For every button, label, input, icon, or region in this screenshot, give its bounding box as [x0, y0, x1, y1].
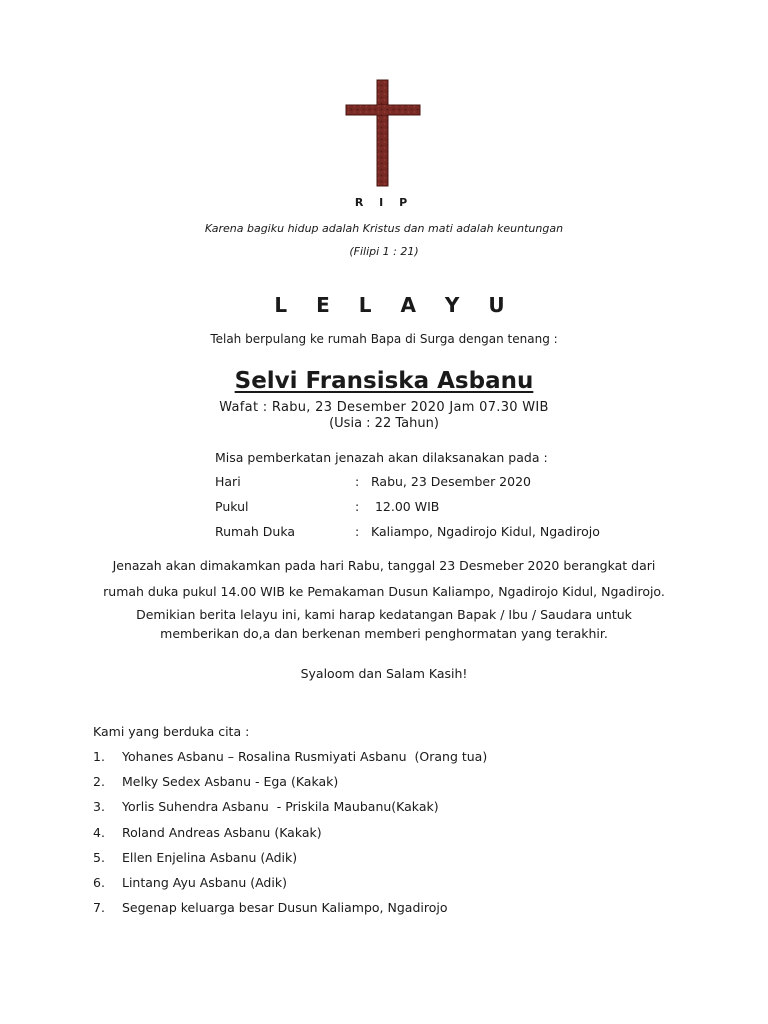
list-item	[93, 799, 439, 824]
list-number: 6.	[93, 874, 105, 890]
list-number: 4.	[93, 824, 105, 840]
list-number: 1.	[93, 749, 105, 764]
burial-paragraph	[60, 553, 708, 605]
service-value: Kaliampo, Ngadirojo Kidul, Ngadirojo	[371, 524, 600, 539]
closing-paragraph	[60, 605, 708, 643]
page-title: L E L A Y U	[274, 293, 516, 317]
service-colon: :	[355, 474, 360, 489]
list-item	[93, 849, 298, 875]
list-number: 5.	[93, 849, 105, 865]
service-colon: :	[355, 499, 360, 514]
closing-line: Demikian berita lelayu ini, kami harap kedatangan Bapak / Ibu / Saudara untuk	[136, 607, 632, 622]
date-of-death: Wafat : Rabu, 23 Desember 2020 Jam 07.30 WIB	[219, 400, 549, 415]
service-details	[215, 450, 600, 549]
cross-icon-graphic	[344, 78, 422, 188]
list-number: 7.	[93, 900, 105, 916]
service-colon: :	[355, 524, 360, 539]
list-text: Segenap keluarga besar Dusun Kaliampo, Ngadirojo	[122, 900, 448, 916]
list-number: 2.	[93, 774, 105, 790]
service-value: Rabu, 23 Desember 2020	[371, 474, 531, 489]
bible-verse: Karena bagiku hidup adalah Kristus dan mati adalah keuntungan	[204, 222, 564, 235]
service-row-house	[215, 524, 600, 549]
list-item	[93, 900, 448, 925]
mourners-list	[93, 724, 488, 925]
service-row-day	[215, 474, 548, 499]
list-text: Yohanes Asbanu – Rosalina Rusmiyati Asbanu (Orang tua)	[122, 749, 488, 764]
deceased-name: Selvi Fransiska Asbanu	[234, 368, 534, 394]
list-item	[93, 874, 287, 900]
service-label: Pukul	[215, 499, 249, 514]
bible-verse-reference: (Filipi 1 : 21)	[349, 245, 419, 258]
list-number: 3.	[93, 799, 105, 815]
service-label: Hari	[215, 474, 241, 489]
list-text: Ellen Enjelina Asbanu (Adik)	[122, 849, 298, 865]
age: (Usia : 22 Tahun)	[329, 416, 439, 431]
cross-icon	[344, 78, 422, 188]
intro-text: Telah berpulang ke rumah Bapa di Surga dengan tenang :	[210, 332, 558, 346]
service-row-time	[215, 499, 548, 524]
list-item	[93, 774, 339, 799]
service-lead: Misa pemberkatan jenazah akan dilaksanakan pada :	[215, 450, 548, 465]
greeting: Syaloom dan Salam Kasih!	[300, 666, 468, 681]
mourners-items	[93, 749, 488, 925]
mourners-lead: Kami yang berduka cita :	[93, 724, 250, 739]
list-text: Yorlis Suhendra Asbanu - Priskila Maubanu(Kakak)	[122, 799, 439, 815]
rip-heading: R I P	[354, 196, 414, 209]
closing-line: memberikan do,a dan berkenan memberi penghormatan yang terakhir.	[160, 626, 608, 641]
list-text: Melky Sedex Asbanu - Ega (Kakak)	[122, 774, 339, 790]
list-text: Roland Andreas Asbanu (Kakak)	[122, 824, 322, 840]
service-value: 12.00 WIB	[371, 499, 440, 514]
list-item	[93, 749, 488, 774]
service-label: Rumah Duka	[215, 524, 296, 539]
burial-line: Jenazah akan dimakamkan pada hari Rabu, tanggal 23 Desmeber 2020 berangkat dari	[112, 558, 656, 573]
list-item	[93, 824, 322, 850]
burial-line: rumah duka pukul 14.00 WIB ke Pemakaman Dusun Kaliampo, Ngadirojo Kidul, Ngadirojo.	[103, 584, 665, 599]
list-text: Lintang Ayu Asbanu (Adik)	[122, 874, 287, 890]
